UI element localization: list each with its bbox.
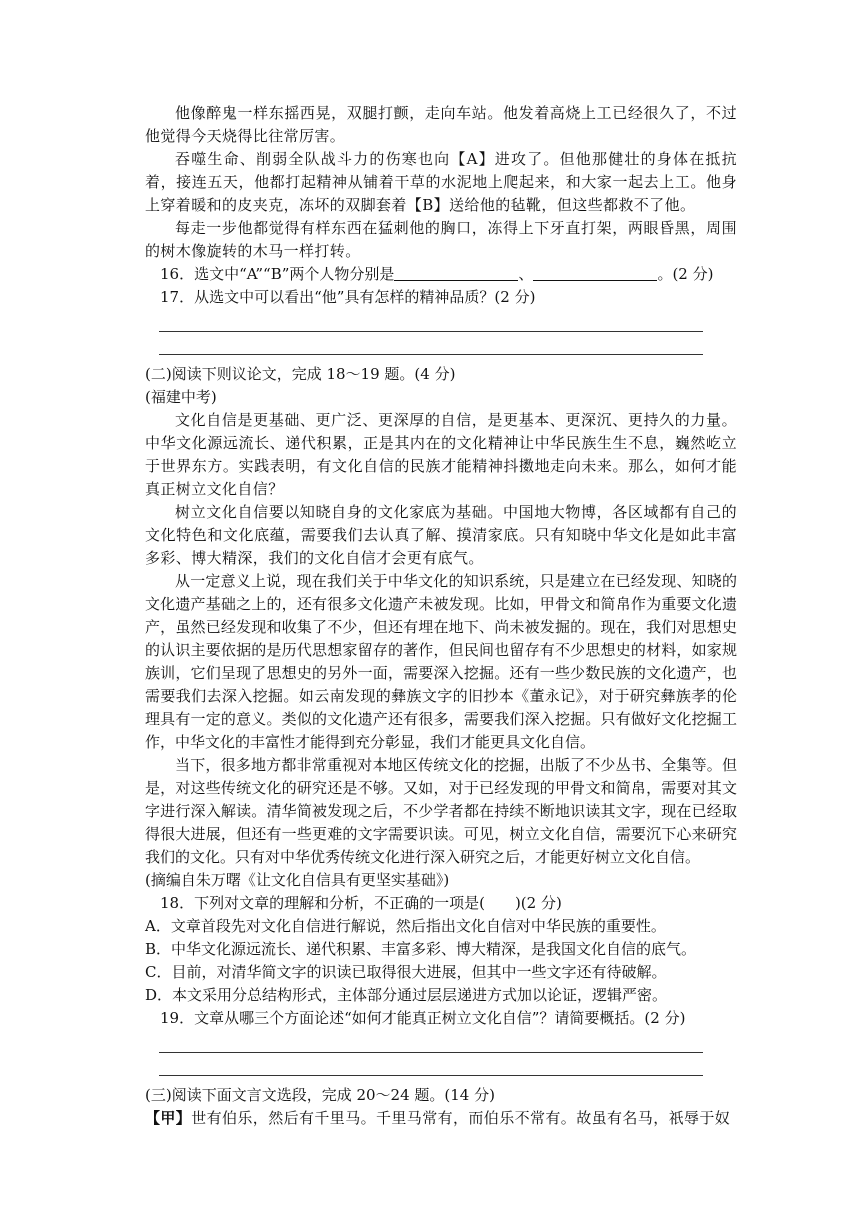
essay-paragraph-4: 当下，很多地方都非常重视对本地区传统文化的挖掘，出版了不少丛书、全集等。但是，对这些传统文化的研究还是不够。又如，对于已经发现的甲骨文和简帛，需要对其文字进行深入解读。清华简被发现之后，不少学者都在持续不断地识读其文字，现在已经取得很大进展，但还有一些更难的文字需要识读。可见，树立文化自信，需要沉下心来研究我们的文化。只有对中华优秀传统文化进行深入研究之后，才能更好树立文化自信。 <box>145 756 737 866</box>
answer-line-17-2[interactable] <box>159 332 703 355</box>
answer-line-19-1[interactable] <box>159 1030 703 1053</box>
passage-paragraph-1: 他像醉鬼一样东摇西晃，双腿打颤，走向车站。他发着高烧上工已经很久了，不过他觉得今天烧得比往常厉害。 <box>145 104 737 145</box>
option-b[interactable]: B．中华文化源远流长、递代积累、丰富多彩、博大精深，是我国文化自信的底气。 <box>145 940 697 958</box>
section-2-title: (二)阅读下则议论文，完成 18～19 题。(4 分) <box>145 365 456 383</box>
question-16 <box>145 263 737 286</box>
question-17: 17．从选文中可以看出“他”具有怎样的精神品质？(2 分) <box>160 288 536 306</box>
question-16-text: 16．选文中“A”“B”两个人物分别是 <box>160 265 395 283</box>
option-c[interactable]: C．目前，对清华简文字的识读已取得很大进展，但其中一些文字还有待破解。 <box>145 963 667 981</box>
passage-paragraph-3: 每走一步他都觉得有样东西在猛刺他的胸口，冻得上下牙直打架，两眼昏黑，周围的树木像旋转的木马一样打转。 <box>145 219 737 260</box>
answer-blank-b[interactable] <box>533 266 657 281</box>
essay-citation: (摘编自朱万曙《让文化自信具有更坚实基础》) <box>145 871 450 889</box>
essay-paragraph-2: 树立文化自信要以知晓自身的文化家底为基础。中国地大物博，各区域都有自己的文化特色和文化底蕴，需要我们去认真了解、摸清家底。只有知晓中华文化是如此丰富多彩、博大精深，我们的文化自信才会更有底气。 <box>145 503 737 567</box>
classical-passage-jia <box>145 1107 737 1130</box>
section-2-source: (福建中考) <box>145 388 217 406</box>
option-d[interactable]: D．本文采用分总结构形式，主体部分通过层层递进方式加以论证，逻辑严密。 <box>145 986 668 1004</box>
passage-jia-text: 世有伯乐，然后有千里马。千里马常有，而伯乐不常有。故虽有名马，祇辱于奴 <box>191 1109 731 1127</box>
answer-blank-a[interactable] <box>394 266 518 281</box>
essay-paragraph-3: 从一定意义上说，现在我们关于中华文化的知识系统，只是建立在已经发现、知晓的文化遗产基础之上的，还有很多文化遗产未被发现。比如，甲骨文和简帛作为重要文化遗产，虽然已经发现和收集了不少，但还有埋在地下、尚未被发掘的。现在，我们对思想史的认识主要依据的是历代思想家留存的著作，但民间也留存有不少思想史的材料，如家规族训，它们呈现了思想史的另外一面，需要深入挖掘。还有一些少数民族的文化遗产，也需要我们去深入挖掘。如云南发现的彝族文字的旧抄本《董永记》，对于研究彝族孝的伦理具有一定的意义。类似的文化遗产还有很多，需要我们深入挖掘。只有做好文化挖掘工作，中华文化的丰富性才能得到充分彰显，我们才能更具文化自信。 <box>145 572 737 751</box>
question-16-end: 。(2 分) <box>657 265 714 283</box>
section-3-title: (三)阅读下面文言文选段，完成 20～24 题。(14 分) <box>145 1086 495 1104</box>
answer-line-17-1[interactable] <box>159 309 703 332</box>
question-19: 19．文章从哪三个方面论述“如何才能真正树立文化自信”？请简要概括。(2 分) <box>160 1009 686 1027</box>
passage-paragraph-2: 吞噬生命、削弱全队战斗力的伤寒也向【A】进攻了。但他那健壮的身体在抵抗着，接连五天，他都打起精神从铺着干草的水泥地上爬起来，和大家一起去上工。他身上穿着暖和的皮夹克，冻坏的双脚套着【B】送给他的毡靴，但这些都救不了他。 <box>145 150 737 214</box>
answer-line-19-2[interactable] <box>159 1053 703 1076</box>
question-16-separator: 、 <box>518 265 534 283</box>
question-18-stem: 18．下列对文章的理解和分析，不正确的一项是( )(2 分) <box>160 894 562 912</box>
essay-paragraph-1: 文化自信是更基础、更广泛、更深厚的自信，是更基本、更深沉、更持久的力量。中华文化源远流长、递代积累，正是其内在的文化精神让中华民族生生不息，巍然屹立于世界东方。实践表明，有文化自信的民族才能精神抖擞地走向未来。那么，如何才能真正树立文化自信？ <box>145 411 737 498</box>
page-content <box>145 102 737 1130</box>
passage-label-jia: 【甲】 <box>145 1109 192 1127</box>
option-a[interactable]: A．文章首段先对文化自信进行解说，然后指出文化自信对中华民族的重要性。 <box>145 917 666 935</box>
